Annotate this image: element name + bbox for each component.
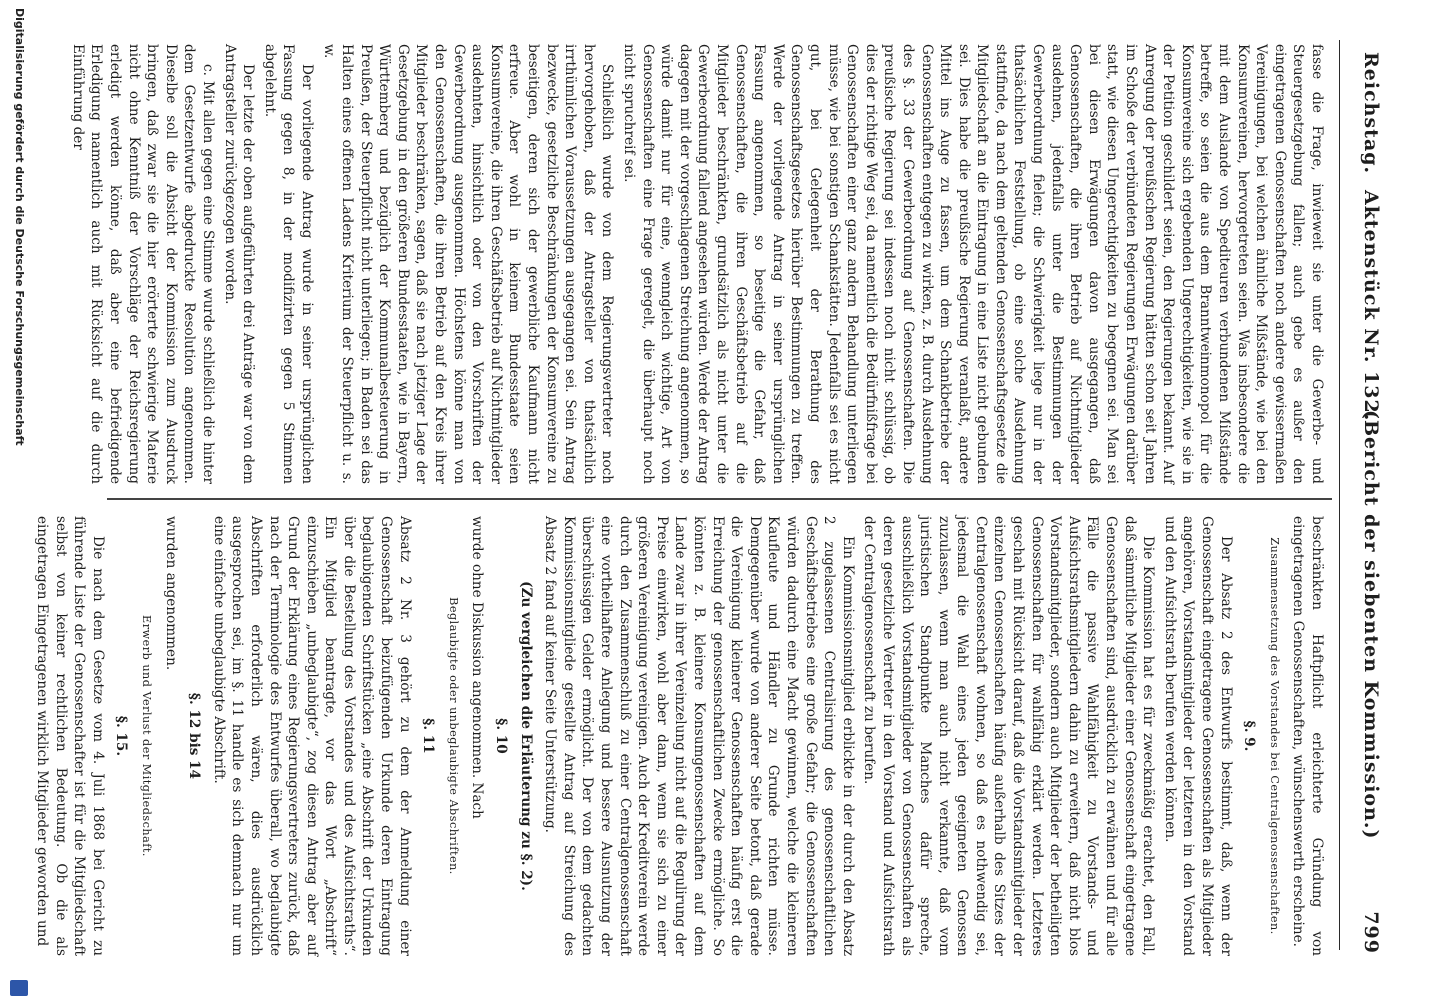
section-heading: (Zu vergleichen die Erläuterung zu §. 2). xyxy=(517,581,534,891)
paragraph: wurde ohne Diskussion angenommen. Nach xyxy=(469,516,486,819)
paragraph: Absatz 2 Nr. 3 gehört zu dem der Anmeldung einer Genossenschaft beizufügenden Urkunde deren Eintragung beglaubigenden Schriftstücken „eine Abschrift der Urkunden über die Bestellung des Vorstandes und des Aufsichtsraths“. Ein Mitglied beantragte, vor das Wort „Abschrift“ einzuschieben „unbeglaubigte“, zog diesen Antrag aber auf Grund der Erklärung eines Regierungsvertreters zurück, daß nach der Terminologie des Entwurfes überall, wo beglaubigte Abschriften erforderlich wären, dies ausdrücklich ausgesprochen sei, im §. 11 handle es sich demnach nur um eine einfache unbeglaubigte Abschrift. xyxy=(210,516,413,956)
paragraph: c. Mit allen gegen eine Stimme wurde schließlich die hinter dem Gesetzentwurfe abgedruckte Resolution angenommen. Dieselbe soll die Absicht der Kommission zum Ausdruck bringen, daß zwar sie die hier erörterte schwierige Materie nicht ohne Kenntniß der Vorschläge der Reichsregierung erledigt werden könne, daß aber eine befriedigende Erledigung namentlich auch mit Rücksicht auf die durch Einführung der xyxy=(69,44,216,484)
left-column xyxy=(65,44,1326,484)
marginal-heading: Beglaubigte oder unbeglaubigte Abschriften. xyxy=(446,597,460,875)
section-heading: §. 12 bis 14 xyxy=(186,692,203,780)
paragraph: Der Absatz 2 des Entwurfs bestimmt, daß, wenn der Genossenschaft eingetragene Genossenschaften als Mitglieder angehören, Vorstandsmitglieder der letzteren in den Vorstand und den Aufsichtsrath berufen werden können. xyxy=(1161,516,1234,956)
page-header xyxy=(1350,40,1390,960)
paragraph: Schließlich wurde von dem Regierungsvertreter noch hervorgehoben, daß der Antragsteller von thatsächlich irrthümlichen Voraussetzungen ausgegangen sei. Sein Antrag bezwecke, gesetzliche Beschränkungen der Konsumvereine zu beseitigen, deren sich der gewerbliche Kaufmann nicht erfreue. Aber wohl in keinem Bundesstaate seien Konsumvereine, die ihren Geschäftsbetrieb auf Nichtmitglieder ausdehnten, hinsichtlich oder von den Vorschriften der Gewerbeordnung ausgenommen. Höchstens könne man von den Genossenschaften, die ihren Betrieb auf den Kreis ihrer Mitglieder beschränken, sagen, daß sie nach jetziger Lage der Gesetzgebung in den größeren Bundesstaaten, wie in Bayern, Württemberg und bezüglich der Kommunalbesteuerung in Preußen, der Steuerpflicht nicht unterliegen; in Baden sei das Halten eines offenen Ladens Kriterium der Steuerpflicht u. s. w. xyxy=(320,44,616,484)
margin-note: Digitalisierung gefördert durch die Deutsche Forschungsgemeinschaft xyxy=(13,8,26,446)
header-left: Reichstag. xyxy=(1360,52,1382,175)
paragraph: Der letzte der oben aufgeführten drei Anträge war von dem Antragsteller zurückgezogen worden. xyxy=(221,44,257,484)
paragraph: Die Kommission hat es für zweckmäßig erachtet, den Fall, daß sämmtliche Mitglieder einer Genossenschaft eingetragene Genossenschaften sind, ausdrücklich zu erwähnen und für alle Fälle die passive Wahlfähigkeit zu Vorstands- und Aufsichtsrathsmitgliedern dahin zu erweitern, daß nicht blos Vorstandsmitglieder, sondern auch Mitglieder der betheiligten Genossenschaften für wahlfähig erklärt werden. Letzteres geschah mit Rücksicht darauf, daß die Vorstandsmitglieder der einzelnen Genossenschaften häufig außerhalb des Sitzes der Centralgenossenschaft wohnen, so daß es nothwendig sei, jedesmal die Wahl eines jeden geeigneten Genossen zuzulassen, wenn man auch nicht verkannte, daß vom juristischen Standpunkte Manches dafür spreche, ausschließlich Vorstandsmitglieder von Genossenschaften als deren gesetzliche Vertreter in den Vorstand und Aufsichtsrath der Centralgenossenschaft zu berufen. xyxy=(861,516,1157,956)
paragraph: fasse die Frage, inwieweit sie unter die Gewerbe- und Steuergesetzgebung fallen; auch gebe es außer den eingetragenen Genossenschaften noch andere gewissermaßen Vereinigungen, bei welchen ähnliche Mißstände, wie bei den Konsumvereinen, hervorgetreten seien. Was insbesondere die mit dem Auslande von Spediteuren verbundenen Mißstände betreffe, so seien die aus dem Branntweinmonopol für die Konsumvereine sich ergebenden Ungerechtigkeiten, wie sie in der Petition geschildert seien, den Regierungen bekannt. Auf Anregung der preußischen Regierung hätten schon seit Jahren im Schoße der verbündeten Regierungen Erwägungen darüber statt, wie diesen Ungerechtigkeiten zu begegnen sei. Man sei bei diesen Erwägungen davon ausgegangen, daß Genossenschaften, die ihren Betrieb auf Nichtmitglieder ausdehnen, jedenfalls unter die Bestimmungen der Gewerbeordnung fielen; die Schwierigkeit liege nur in der thatsächlichen Feststellung, ob eine solche Ausdehnung stattfinde, da nach dem geltenden Genossenschaftsgesetze die Mitgliedschaft an die Eintragung in eine Liste nicht gebunden sei. Dies habe die preußische Regierung veranlaßt, andere Mittel ins Auge zu fassen, um dem Schankbetriebe der Genossenschaften entgegen zu wirken, z. B. durch Ausdehnung des §. 33 der Gewerbeordnung auf Genossenschaften. Die preußische Regierung sei indessen noch nicht schlüssig, ob dies der richtige Weg sei, da namentlich die Bedürfnißfrage bei Genossenschaften einer ganz andern Behandlung unterliegen müsse, wie bei sonstigen Schankstätten. Jedenfalls sei es nicht gut, bei Gelegenheit der Berathung des Genossenschaftsgesetzes hierüber Bestimmungen zu treffen. Werde der vorliegende Antrag in seiner ursprünglichen Fassung angenommen, so beseitige die Gefahr, daß Genossenschaften, die ihren Geschäftsbetrieb auf die Mitglieder beschränkten, grundsätzlich als nicht unter die Gewerbeordnung fallend angesehen würden. Werde der Antrag dagegen mit der vorgeschlagenen Streichung angenommen, so würde damit nur für eine, wenngleich wichtige, Art von Genossenschaften eine Frage geregelt, die überhaupt noch nicht spruchreif sei. xyxy=(621,44,1325,484)
paragraph: Die nach dem Gesetze vom 4. Juli 1868 bei Gericht zu führende Liste der Genossenschafter ist für die Mitgliedschaft selbst von keiner rechtlichen Bedeutung. Ob die als eingetragen Eingetragenen wirklich Mitglieder geworden und xyxy=(34,516,106,956)
marginal-heading: Zusammensetzung des Vorstandes bei Centralgenossenschaften. xyxy=(1267,537,1281,935)
page-number: 799 xyxy=(1360,911,1382,954)
dfg-logo-icon xyxy=(10,980,28,996)
section-heading: §. 10 xyxy=(493,718,510,754)
paragraph: beschränkten Haftpflicht erleichterte Gründung von eingetragenen Genossenschaften, wünschenswerth erscheine. xyxy=(1290,516,1325,956)
paragraph: Der vorliegende Antrag wurde in seiner ursprünglichen Fassung gegen 8, in der modifizirten gegen 5 Stimmen abgelehnt. xyxy=(261,44,315,484)
margin-strip xyxy=(0,0,34,1000)
header-title: Aktenstück Nr. 132. xyxy=(1360,190,1382,422)
header-rule xyxy=(1339,40,1340,950)
column-divider xyxy=(107,498,1332,500)
right-column xyxy=(29,516,1326,956)
marginal-heading: Erwerb und Verlust der Mitgliedschaft. xyxy=(139,615,153,857)
section-heading: §. 11 xyxy=(420,718,437,754)
section-heading: §. 15. xyxy=(113,715,130,757)
paragraph: Ein Kommissionsmitglied erblickte in der durch den Absatz 2 zugelassenen Centralisirung des genossenschaftlichen Geschäftsbetriebes eine große Gefahr; die Genossenschaften würden dadurch eine Macht gewinnen, welche die kleineren Kaufleute und Händler zu Grunde richten müsse. Demgegenüber wurde von anderer Seite betont, daß gerade die Vereinigung kleinerer Genossenschaften häufig erst die Erreichung der genossenschaftlichen Zwecke ermögliche. So könnten z. B. kleinere Konsumgenossenschaften auf dem Lande zwar in ihrer Vereinzelung nicht auf die Regulirung der Preise einwirken, wohl aber dann, wenn sie sich zu einer größeren Vereinigung vereinigen. Auch der Kreditverein werde durch den Zusammenschluß zu einer Centralgenossenschaft eine vortheilhaftere Anlegung und bessere Ausnutzung der überschüssigen Gelder ermöglicht. Der von dem gedachten Kommissionsmitgliede gestellte Antrag auf Streichung des Absatz 2 fand auf keiner Seite Unterstützung. xyxy=(542,516,856,956)
paragraph: wurden angenommen. xyxy=(162,516,179,671)
section-heading: §. 9. xyxy=(1241,720,1258,752)
header-subtitle: (Bericht der siebenten Kommission.) xyxy=(1360,410,1382,840)
